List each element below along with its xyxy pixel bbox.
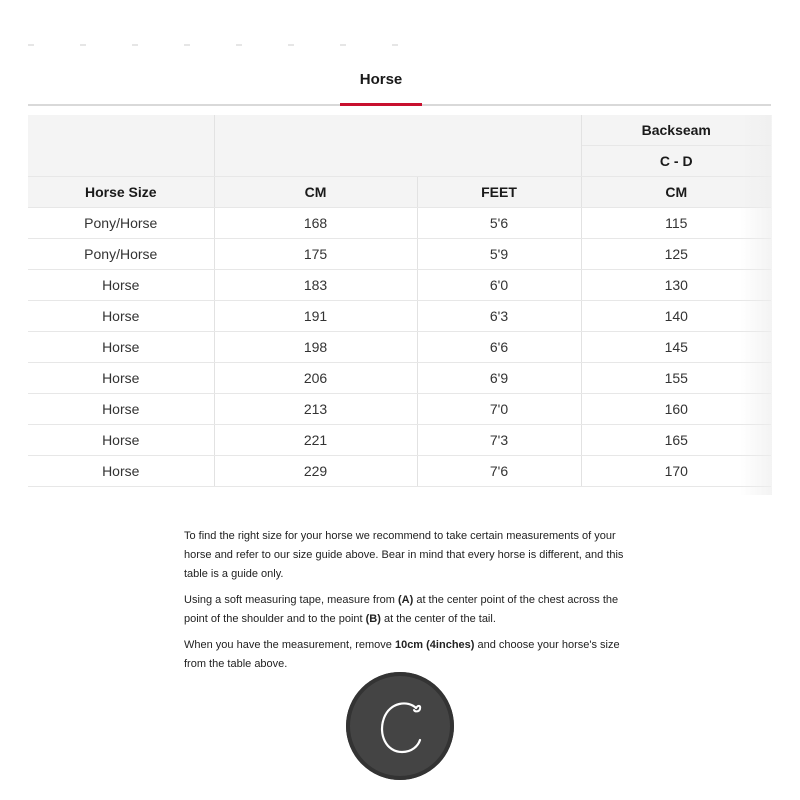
cm-cell: 175 [214, 239, 417, 270]
cm-cell: 206 [214, 363, 417, 394]
feet-cell: 7'0 [417, 394, 581, 425]
feet-cell: 5'9 [417, 239, 581, 270]
table-row [28, 425, 771, 456]
description-paragraph-3 [184, 636, 626, 674]
size-cell: Pony/Horse [28, 208, 214, 239]
cm-cell: 191 [214, 301, 417, 332]
header-horse-size: Horse Size [28, 177, 214, 208]
tab-horse[interactable] [340, 66, 422, 104]
header-row-top [28, 115, 771, 146]
feet-cell: 7'6 [417, 456, 581, 487]
cm-cell: 229 [214, 456, 417, 487]
header-empty-cell [28, 115, 214, 177]
backseam-cell: 170 [581, 456, 771, 487]
table-row [28, 208, 771, 239]
header-backseam-cm: CM [581, 177, 771, 208]
size-cell: Horse [28, 456, 214, 487]
table-row [28, 363, 771, 394]
feet-cell: 6'6 [417, 332, 581, 363]
backseam-cell: 145 [581, 332, 771, 363]
feet-cell: 6'9 [417, 363, 581, 394]
feet-cell: 7'3 [417, 425, 581, 456]
description-paragraph-2 [184, 591, 626, 629]
brand-logo [346, 672, 454, 780]
cm-cell: 213 [214, 394, 417, 425]
table-row [28, 456, 771, 487]
feet-cell: 5'6 [417, 208, 581, 239]
header-row-main [28, 177, 771, 208]
size-guide-description [184, 527, 626, 681]
table-row [28, 332, 771, 363]
table-row [28, 301, 771, 332]
table-row [28, 270, 771, 301]
p2-text-before: Using a soft measuring tape, measure from [184, 594, 398, 606]
description-paragraph-1: To find the right size for your horse we recommend to take certain measurements of your horse and refer to our size guide above. Bear in mind that every horse is different, and this table is a guide only. [184, 530, 624, 580]
cm-cell: 168 [214, 208, 417, 239]
header-feet: FEET [417, 177, 581, 208]
size-cell: Horse [28, 363, 214, 394]
backseam-cell: 160 [581, 394, 771, 425]
faded-top-text [28, 44, 408, 46]
header-backseam: Backseam [581, 115, 771, 146]
table-row [28, 394, 771, 425]
p2-text-after: at the center of the tail. [380, 613, 496, 625]
point-b-label: (B) [365, 613, 381, 625]
letter-c-logo-icon [346, 672, 454, 780]
size-cell: Pony/Horse [28, 239, 214, 270]
reduction-amount: 10cm (4inches) [394, 639, 475, 651]
p3-text-after: and choose your horse's size from the table above. [184, 639, 620, 670]
point-a-label: (A) [397, 594, 414, 606]
size-cell: Horse [28, 270, 214, 301]
p2-text-mid: at the center point of the chest across the point of the shoulder and to the point [184, 594, 619, 625]
header-empty-group [214, 115, 581, 177]
cm-cell: 221 [214, 425, 417, 456]
cm-cell: 198 [214, 332, 417, 363]
backseam-cell: 130 [581, 270, 771, 301]
backseam-cell: 115 [581, 208, 771, 239]
header-c-d: C - D [581, 146, 771, 177]
backseam-cell: 125 [581, 239, 771, 270]
table-row [28, 239, 771, 270]
size-cell: Horse [28, 332, 214, 363]
backseam-cell: 140 [581, 301, 771, 332]
active-tab-indicator [340, 103, 422, 106]
backseam-cell: 155 [581, 363, 771, 394]
size-cell: Horse [28, 394, 214, 425]
feet-cell: 6'3 [417, 301, 581, 332]
size-cell: Horse [28, 425, 214, 456]
header-cm: CM [214, 177, 417, 208]
feet-cell: 6'0 [417, 270, 581, 301]
backseam-cell: 165 [581, 425, 771, 456]
size-table [28, 115, 771, 487]
tab-horse-label: Horse [359, 71, 403, 88]
size-cell: Horse [28, 301, 214, 332]
tab-bar [28, 66, 771, 106]
cm-cell: 183 [214, 270, 417, 301]
p3-text-before: When you have the measurement, remove [184, 639, 395, 651]
